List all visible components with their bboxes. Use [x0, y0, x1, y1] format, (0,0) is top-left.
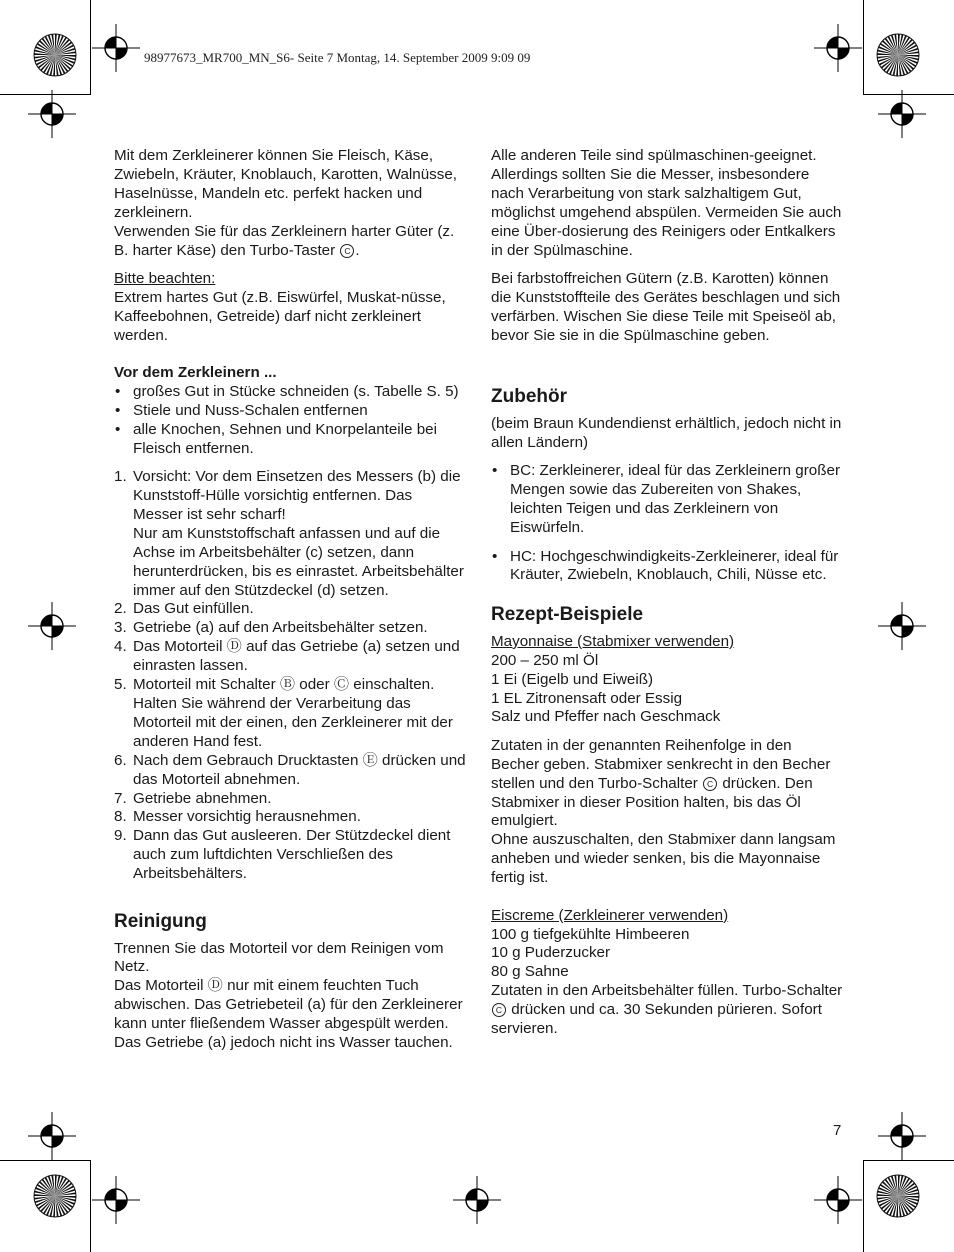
- steps-list: [114, 468, 466, 884]
- reinigung-text-2: Das Motorteil Ⓓ nur mit einem feuchten Tuch abwischen. Das Getriebeteil (a) für den Zerkleinerer kann unter fließendem Wasser abgespült werden. Das Getriebe (a) jedoch nicht ins Wasser tauchen.: [114, 977, 463, 1052]
- button-c-symbol: C: [492, 1003, 506, 1017]
- eis-instructions: Zutaten in den Arbeitsbehälter füllen. Turbo-Schalter C drücken und ca. 30 Sekunden pürieren. Sofort servieren.: [491, 982, 843, 1038]
- step-item: 8. Messer vorsichtig herausnehmen.: [114, 808, 361, 826]
- ingredient: 1 EL Zitronensaft oder Essig: [491, 689, 683, 707]
- right-column: [491, 147, 843, 1039]
- step-item: 2. Das Gut einfüllen.: [114, 600, 254, 618]
- crosshair-mark: [28, 90, 76, 138]
- reinigung-text: Trennen Sie das Motorteil vor dem Reinigen vom Netz.: [114, 939, 444, 976]
- intro-paragraph-2: Verwenden Sie für das Zerkleinern harter Güter (z. B. harter Käse) den Turbo-Taster C .: [114, 222, 455, 259]
- mayo-title: Mayonnaise (Stabmixer verwenden): [491, 632, 735, 650]
- cleaning-paragraph: Alle anderen Teile sind spülmaschinen-geeignet. Allerdings sollten Sie die Messer, insbesondere nach Verarbeitung von stark salzhaltigem Gut, möglichst umgehend abspülen. Vermeiden Sie auch eine Über-dosierung des Reinigers oder Entkalkers in der Spülmaschine.: [491, 147, 842, 259]
- note-title: Bitte beachten:: [114, 269, 216, 287]
- crosshair-mark: [878, 1112, 926, 1160]
- page-number: 7: [833, 1122, 842, 1139]
- left-column: [114, 147, 466, 1053]
- before-list: [114, 383, 466, 459]
- ingredient: 80 g Sahne: [491, 963, 569, 981]
- crosshair-mark: [453, 1176, 501, 1224]
- list-item: • Stiele und Nuss-Schalen entfernen: [114, 402, 466, 421]
- button-c-symbol: C: [340, 244, 354, 258]
- crosshair-mark: [28, 602, 76, 650]
- mayo-instructions-2: Ohne auszuschalten, den Stabmixer dann langsam anheben und wieder senken, bis die Mayonnaise fertig ist.: [491, 831, 836, 887]
- mayo-instructions: Zutaten in der genannten Reihenfolge in den Becher geben. Stabmixer senkrecht in den Becher stellen und den Turbo-Schalter C drücken. Den Stabmixer in dieser Position halten, bis das Öl emulgiert.: [491, 736, 831, 830]
- list-item: • alle Knochen, Sehnen und Knorpelanteile bei Fleisch entfernen.: [114, 421, 466, 459]
- crosshair-mark: [28, 1112, 76, 1160]
- eis-title: Eiscreme (Zerkleinerer verwenden): [491, 906, 729, 924]
- ingredient: Salz und Pfeffer nach Geschmack: [491, 708, 721, 726]
- rezept-heading: Rezept-Beispiele: [491, 603, 644, 625]
- print-header: 98977673_MR700_MN_S6- Seite 7 Montag, 14. September 2009 9:09 09: [144, 50, 531, 65]
- before-title: Vor dem Zerkleinern ...: [114, 364, 277, 382]
- reinigung-heading: Reinigung: [114, 910, 207, 932]
- zubehoer-heading: Zubehör: [491, 386, 567, 408]
- list-item: • großes Gut in Stücke schneiden (s. Tabelle S. 5): [114, 383, 466, 402]
- zubehoer-list: [491, 462, 843, 585]
- step-item: 4. Das Motorteil Ⓓ auf das Getriebe (a) setzen und einrasten lassen.: [114, 638, 460, 675]
- crosshair-mark: [92, 1176, 140, 1224]
- intro-paragraph: Mit dem Zerkleinerer können Sie Fleisch, Käse, Zwiebeln, Kräuter, Knoblauch, Karotten, Walnüsse, Haselnüsse, Mandeln etc. perfekt hacken und zerkleinern.: [114, 147, 458, 221]
- step-item: 5. Motorteil mit Schalter Ⓑ oder Ⓒ einschalten. Halten Sie während der Verarbeitung das Motorteil mit der einen, den Zerkleinerer mit der anderen Hand fest.: [114, 676, 453, 750]
- sunburst-mark: [34, 1175, 76, 1217]
- list-item: • HC: Hochgeschwindigkeits-Zerkleinerer, ideal für Kräuter, Zwiebeln, Knoblauch, Chili, Nüsse etc.: [491, 548, 843, 586]
- step-item: 1. Vorsicht: Vor dem Einsetzen des Messers (b) die Kunststoff-Hülle vorsichtig entfernen. Das Messer ist sehr scharf!: [114, 468, 461, 523]
- ingredient: 10 g Puderzucker: [491, 944, 611, 962]
- crosshair-mark: [814, 1176, 862, 1224]
- sunburst-mark: [877, 34, 919, 76]
- ingredient: 1 Ei (Eigelb und Eiweiß): [491, 670, 654, 688]
- sunburst-mark: [34, 34, 76, 76]
- list-item: • BC: Zerkleinerer, ideal für das Zerkleinern großer Mengen sowie das Zubereiten von Shakes, leichten Teigen und das Zerkleinern von Eiswürfeln.: [491, 462, 843, 538]
- ingredient: 200 – 250 ml Öl: [491, 651, 599, 669]
- button-c-symbol: C: [703, 777, 717, 791]
- step-item: Nur am Kunststoffschaft anfassen und auf die Achse im Arbeitsbehälter (c) setzen, dann herunterdrücken, bis es einrastet. Arbeitsbehälter immer auf den Stützdeckel (d) setzen.: [133, 524, 464, 599]
- color-paragraph: Bei farbstoffreichen Gütern (z.B. Karotten) können die Kunststoffteile des Gerätes beschlagen und sich verfärben. Wischen Sie diese Teile mit Speiseöl ab, bevor Sie sie in die Spülmaschine geben.: [491, 269, 841, 344]
- step-item: 3. Getriebe (a) auf den Arbeitsbehälter setzen.: [114, 619, 428, 637]
- step-item: 6. Nach dem Gebrauch Drucktasten Ⓔ drücken und das Motorteil abnehmen.: [114, 751, 466, 788]
- crosshair-mark: [814, 24, 862, 72]
- step-item: 7. Getriebe abnehmen.: [114, 789, 272, 807]
- crosshair-mark: [878, 602, 926, 650]
- note-text: Extrem hartes Gut (z.B. Eiswürfel, Muskat-nüsse, Kaffeebohnen, Getreide) darf nicht zerkleinert werden.: [114, 288, 446, 344]
- sunburst-mark: [877, 1175, 919, 1217]
- crosshair-mark: [92, 24, 140, 72]
- ingredient: 100 g tiefgekühlte Himbeeren: [491, 925, 690, 943]
- crosshair-mark: [878, 90, 926, 138]
- zubehoer-subtitle: (beim Braun Kundendienst erhältlich, jedoch nicht in allen Ländern): [491, 415, 842, 451]
- step-item: 9. Dann das Gut ausleeren. Der Stützdeckel dient auch zum luftdichten Verschließen des Arbeitsbehälters.: [114, 827, 451, 883]
